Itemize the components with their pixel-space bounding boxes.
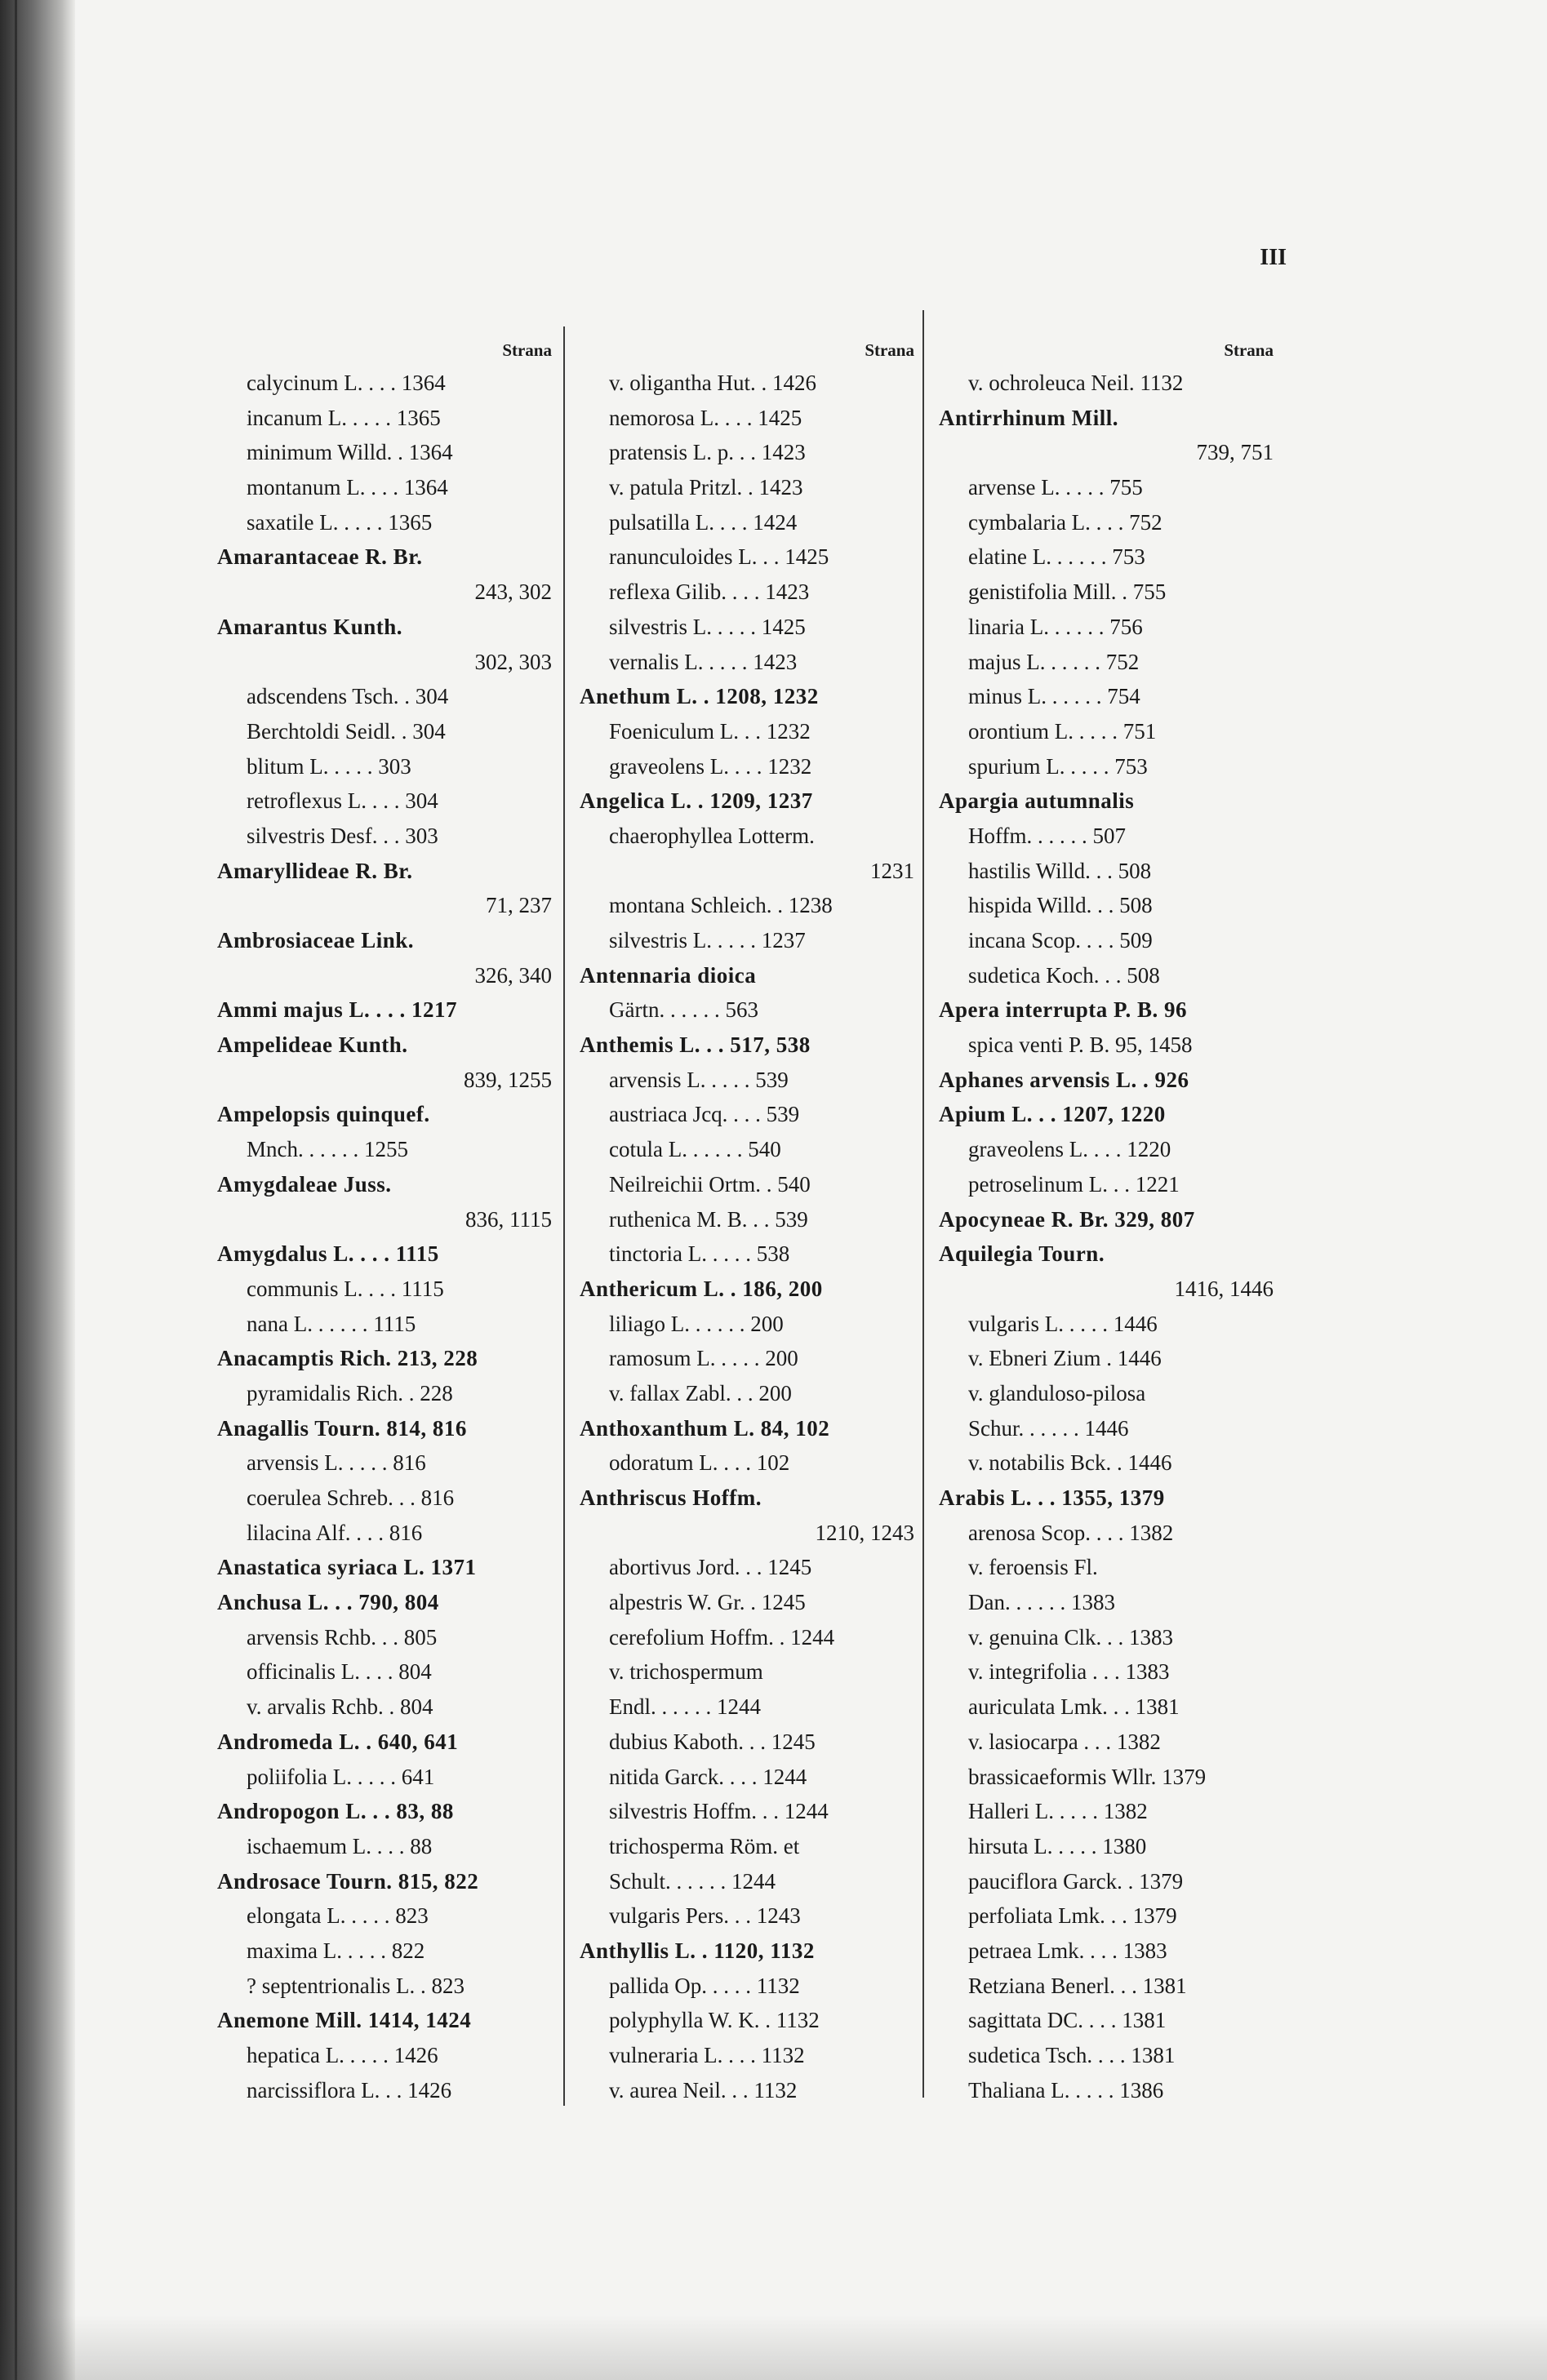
index-entry: auriculata Lmk. . . 1381 [968, 1694, 1180, 1720]
index-heading: Amarantus Kunth. [217, 614, 403, 639]
index-entries [580, 366, 914, 2107]
index-entry: cotula L. . . . . . 540 [609, 1137, 781, 1162]
page-reference: 243, 302 [474, 579, 552, 605]
binding-edge [15, 0, 17, 2380]
index-heading: Amygdaleae Juss. [217, 1171, 392, 1197]
index-entry: Endl. . . . . . 1244 [609, 1694, 761, 1720]
index-entry: v. lasiocarpa . . . 1382 [968, 1729, 1161, 1754]
index-column-2 [580, 335, 914, 2107]
index-entry: silvestris Desf. . . 303 [247, 823, 438, 848]
index-entry: brassicaeformis Wllr. 1379 [968, 1764, 1207, 1789]
index-entry: linaria L. . . . . . 756 [968, 614, 1143, 639]
index-entry: graveolens L. . . . 1220 [968, 1137, 1171, 1162]
index-entry: spica venti P. B. 95, 1458 [968, 1032, 1193, 1058]
index-heading: Aphanes arvensis L. . 926 [939, 1067, 1189, 1092]
index-heading: Anethum L. . 1208, 1232 [580, 684, 819, 709]
index-entry: Schur. . . . . . 1446 [968, 1415, 1129, 1441]
index-heading: Amaryllideae R. Br. [217, 858, 413, 883]
index-entry: silvestris Hoffm. . . 1244 [609, 1799, 829, 1824]
index-heading: Anchusa L. . . 790, 804 [217, 1590, 439, 1615]
index-heading: Aquilegia Tourn. [939, 1241, 1105, 1267]
index-entry: Thaliana L. . . . . 1386 [968, 2077, 1164, 2102]
index-heading: Ammi majus L. . . . 1217 [217, 997, 457, 1023]
index-entry: polyphylla W. K. . 1132 [609, 2008, 820, 2033]
index-entry: maxima L. . . . . 822 [247, 1938, 425, 1963]
index-entry: nana L. . . . . . 1115 [247, 1311, 416, 1336]
index-entry: v. arvalis Rchb. . 804 [247, 1694, 433, 1720]
page-reference: 326, 340 [474, 962, 552, 988]
index-entry: v. patula Pritzl. . 1423 [609, 475, 803, 500]
index-entry: pratensis L. p. . . 1423 [609, 440, 806, 465]
index-column-1 [217, 335, 552, 2107]
index-entry: coerulea Schreb. . . 816 [247, 1485, 455, 1510]
index-heading: Andromeda L. . 640, 641 [217, 1729, 459, 1754]
index-entry: adscendens Tsch. . 304 [247, 684, 449, 709]
index-heading: Anastatica syriaca L. 1371 [217, 1555, 477, 1580]
index-entry: incana Scop. . . . 509 [968, 928, 1153, 952]
index-entries [217, 366, 552, 2107]
index-entry: blitum L. . . . . 303 [247, 753, 411, 779]
index-entry: v. Ebneri Zium . 1446 [968, 1346, 1162, 1371]
index-entry: nitida Garck. . . . 1244 [609, 1764, 807, 1789]
page-reference: 1231 [870, 858, 914, 883]
column-divider [563, 326, 565, 2106]
page-reference: 839, 1255 [464, 1067, 552, 1092]
page-reference: 1210, 1243 [815, 1520, 914, 1545]
index-entry: abortivus Jord. . . 1245 [609, 1555, 812, 1580]
page-reference: 71, 237 [486, 893, 552, 918]
index-heading: Anthericum L. . 186, 200 [580, 1276, 823, 1301]
index-entry: hepatica L. . . . . 1426 [247, 2043, 438, 2067]
index-entry: spurium L. . . . . 753 [968, 753, 1148, 779]
index-entry: nemorosa L. . . . 1425 [609, 405, 802, 430]
index-entry: minimum Willd. . 1364 [247, 440, 453, 465]
index-heading: Anthyllis L. . 1120, 1132 [580, 1938, 815, 1963]
index-entry: hastilis Willd. . . 508 [968, 858, 1152, 883]
index-entry: vernalis L. . . . . 1423 [609, 649, 798, 674]
index-entry: petraea Lmk. . . . 1383 [968, 1938, 1167, 1963]
index-entry: ? septentrionalis L. . 823 [247, 1973, 465, 1998]
index-heading: Ampelopsis quinquef. [217, 1102, 430, 1127]
index-entry: perfoliata Lmk. . . 1379 [968, 1903, 1177, 1929]
index-entry: sagittata DC. . . . 1381 [968, 2008, 1167, 2033]
index-entry: Neilreichii Ortm. . 540 [609, 1171, 811, 1197]
index-entry: Retziana Benerl. . . 1381 [968, 1973, 1187, 1998]
index-entry: calycinum L. . . . 1364 [247, 371, 446, 395]
index-entry: v. genuina Clk. . . 1383 [968, 1624, 1173, 1650]
index-heading: Anthoxanthum L. 84, 102 [580, 1415, 830, 1441]
index-entry: Foeniculum L. . . 1232 [609, 718, 811, 744]
index-entry: odoratum L. . . . 102 [609, 1450, 790, 1476]
index-entry: v. glanduloso-pilosa [968, 1380, 1146, 1405]
index-entry: arvensis L. . . . . 816 [247, 1450, 426, 1476]
index-entry: hirsuta L. . . . . 1380 [968, 1833, 1147, 1858]
index-entry: ramosum L. . . . . 200 [609, 1346, 798, 1371]
book-spine-shadow [0, 0, 75, 2380]
index-heading: Anacamptis Rich. 213, 228 [217, 1346, 478, 1371]
index-entry: narcissiflora L. . . 1426 [247, 2077, 452, 2102]
index-entry: alpestris W. Gr. . 1245 [609, 1590, 806, 1615]
index-entry: elatine L. . . . . . 753 [968, 544, 1145, 570]
column-header: Strana [502, 340, 552, 360]
index-column-3 [939, 335, 1274, 2107]
index-entry: ranunculoides L. . . 1425 [609, 544, 829, 570]
index-heading: Angelica L. . 1209, 1237 [580, 788, 813, 814]
index-heading: Anthemis L. . . 517, 538 [580, 1032, 811, 1058]
page-reference: 836, 1115 [465, 1206, 552, 1232]
index-entry: austriaca Jcq. . . . 539 [609, 1102, 800, 1127]
column-divider [922, 310, 924, 2098]
index-entry: pulsatilla L. . . . 1424 [609, 509, 798, 535]
index-entry: v. oligantha Hut. . 1426 [609, 371, 816, 395]
index-entry: communis L. . . . 1115 [247, 1276, 444, 1301]
index-heading: Anagallis Tourn. 814, 816 [217, 1415, 467, 1441]
index-entry: v. feroensis Fl. [968, 1555, 1098, 1580]
index-entry: montana Schleich. . 1238 [609, 893, 833, 918]
index-entry: v. ochroleuca Neil. 1132 [968, 371, 1184, 395]
index-heading: Anemone Mill. 1414, 1424 [217, 2008, 472, 2033]
index-entry: pauciflora Garck. . 1379 [968, 1868, 1184, 1894]
index-entry: retroflexus L. . . . 304 [247, 788, 438, 814]
index-entry: v. trichospermum [609, 1659, 763, 1685]
index-heading: Anthriscus Hoffm. [580, 1485, 762, 1510]
index-entry: pallida Op. . . . . 1132 [609, 1973, 800, 1998]
index-entry: ischaemum L. . . . 88 [247, 1833, 433, 1858]
index-entry: ruthenica M. B. . . 539 [609, 1206, 808, 1232]
index-entry: vulgaris L. . . . . 1446 [968, 1311, 1158, 1336]
index-heading: Ambrosiaceae Link. [217, 928, 415, 952]
index-heading: Antirrhinum Mill. [939, 405, 1119, 430]
index-entry: officinalis L. . . . 804 [247, 1659, 432, 1685]
column-header: Strana [865, 340, 914, 360]
index-entry: silvestris L. . . . . 1425 [609, 614, 806, 639]
index-heading: Apium L. . . 1207, 1220 [939, 1102, 1166, 1127]
index-entry: petroselinum L. . . 1221 [968, 1171, 1180, 1197]
index-entry: Mnch. . . . . . 1255 [247, 1137, 408, 1162]
index-heading: Amarantaceae R. Br. [217, 544, 423, 570]
index-entry: Schult. . . . . . 1244 [609, 1868, 776, 1894]
index-entry: vulneraria L. . . . 1132 [609, 2043, 805, 2067]
index-entry: lilacina Alf. . . . 816 [247, 1520, 423, 1545]
index-entry: arvensis Rchb. . . 805 [247, 1624, 438, 1650]
index-entry: arenosa Scop. . . . 1382 [968, 1520, 1174, 1545]
page-shadow [0, 2315, 1547, 2380]
index-entry: cerefolium Hoffm. . 1244 [609, 1624, 835, 1650]
index-entry: incanum L. . . . . 1365 [247, 405, 441, 430]
index-entry: chaerophyllea Lotterm. [609, 823, 815, 848]
index-entry: v. integrifolia . . . 1383 [968, 1659, 1170, 1685]
index-entry: reflexa Gilib. . . . 1423 [609, 579, 810, 605]
index-entry: sudetica Tsch. . . . 1381 [968, 2043, 1176, 2067]
index-entry: sudetica Koch. . . 508 [968, 962, 1160, 988]
index-entry: cymbalaria L. . . . 752 [968, 509, 1162, 535]
index-entry: dubius Kaboth. . . 1245 [609, 1729, 816, 1754]
index-entry: v. notabilis Bck. . 1446 [968, 1450, 1172, 1476]
index-heading: Amygdalus L. . . . 1115 [217, 1241, 439, 1267]
index-entry: arvense L. . . . . 755 [968, 475, 1143, 500]
page-reference: 739, 751 [1196, 440, 1274, 465]
index-heading: Arabis L. . . 1355, 1379 [939, 1485, 1165, 1510]
index-entry: Berchtoldi Seidl. . 304 [247, 718, 446, 744]
index-entry: Halleri L. . . . . 1382 [968, 1799, 1148, 1824]
index-entry: v. aurea Neil. . . 1132 [609, 2077, 798, 2102]
index-entry: tinctoria L. . . . . 538 [609, 1241, 790, 1267]
page-reference: 1416, 1446 [1174, 1276, 1274, 1301]
index-entries [939, 366, 1274, 2107]
index-entry: liliago L. . . . . . 200 [609, 1311, 784, 1336]
index-heading: Ampelideae Kunth. [217, 1032, 408, 1058]
index-entry: graveolens L. . . . 1232 [609, 753, 812, 779]
index-entry: hispida Willd. . . 508 [968, 893, 1153, 918]
index-heading: Apargia autumnalis [939, 788, 1135, 814]
index-entry: Hoffm. . . . . . 507 [968, 823, 1126, 848]
index-entry: montanum L. . . . 1364 [247, 475, 448, 500]
index-entry: minus L. . . . . . 754 [968, 684, 1140, 709]
index-entry: majus L. . . . . . 752 [968, 649, 1140, 674]
index-entry: v. fallax Zabl. . . 200 [609, 1380, 792, 1405]
index-entry: silvestris L. . . . . 1237 [609, 928, 806, 952]
index-heading: Andropogon L. . . 83, 88 [217, 1799, 454, 1824]
index-entry: orontium L. . . . . 751 [968, 718, 1157, 744]
index-entry: elongata L. . . . . 823 [247, 1903, 429, 1929]
index-entry: saxatile L. . . . . 1365 [247, 509, 433, 535]
index-entry: vulgaris Pers. . . 1243 [609, 1903, 801, 1929]
index-entry: pyramidalis Rich. . 228 [247, 1380, 453, 1405]
index-entry: Dan. . . . . . 1383 [968, 1590, 1115, 1615]
index-heading: Antennaria dioica [580, 962, 757, 988]
column-header: Strana [1224, 340, 1274, 360]
page-number: III [1260, 245, 1287, 270]
index-heading: Androsace Tourn. 815, 822 [217, 1868, 479, 1894]
index-entry: trichosperma Röm. et [609, 1833, 800, 1858]
page-reference: 302, 303 [474, 649, 552, 674]
index-entry: poliifolia L. . . . . 641 [247, 1764, 435, 1789]
index-entry: Gärtn. . . . . . 563 [609, 997, 758, 1023]
index-heading: Apocyneae R. Br. 329, 807 [939, 1206, 1195, 1232]
index-heading: Apera interrupta P. B. 96 [939, 997, 1187, 1023]
index-entry: arvensis L. . . . . 539 [609, 1067, 789, 1092]
index-entry: genistifolia Mill. . 755 [968, 579, 1167, 605]
